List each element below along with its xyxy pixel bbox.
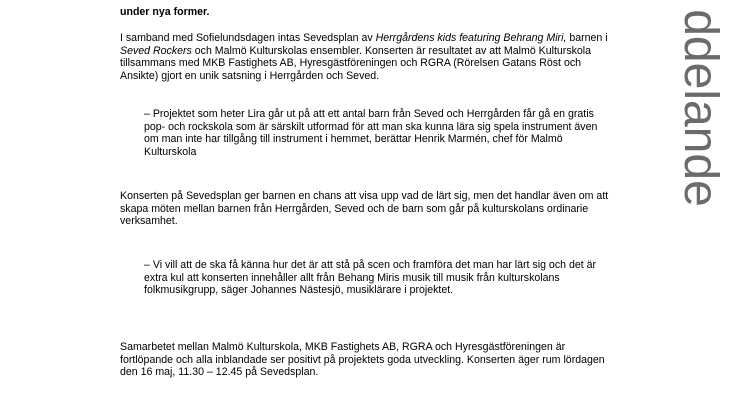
intro-italic-performers: Herrgårdens kids featuring Behrang Miri, [375,32,567,44]
intro-text-b: barnen i [566,32,608,44]
intro-text-a: I samband med Sofielundsdagen intas Sevedsplan av [120,32,376,44]
intro-text-c: och Malmö Kulturskolas ensembler. Konserten är resultatet av att Malmö Kulturskola tillsammans med MKB Fastighets AB, Hyresgästföreningen och RGRA (Rörelsen Gatans Röst och Ansikte) gjort en unik satsning i Herrgården och Seved. [120,44,592,82]
lead-line-2: under nya former. [120,5,210,17]
body-paragraph-concert: Konserten på Sevedsplan ger barnen en chans att visa upp vad de lärt sig, men det handlar även om att skapa möten mellan barnen från Herrgården, Seved och de barn som går på kulturskolans ordinarie verksamhet. [120,190,609,228]
intro-italic-band: Seved Rockers [120,44,192,57]
body-paragraph-intro [120,32,610,82]
quote-paragraph-nastesjo: – Vi vill att de ska få känna hur det är att stå på scen och framföra det man har lärt sig och det är extra kul att konserten innehåller allt från Behang Miris musik till musik från kulturskolans folkmusikgrupp, säger Johannes Nästesjö, musiklärare i projektet. [144,259,597,297]
side-vertical-label: ddelande [674,9,727,207]
quote-paragraph-marmen: – Projektet som heter Lira går ut på att ett antal barn från Seved och Herrgården får gå en gratis pop- och rockskola som är särskilt utformad för att man ska kunna lära sig spela instrument även om man inte har tillgång till instrument i hemmet, berättar Henrik Marmén, chef för Malmö Kulturskola [144,108,598,158]
body-paragraph-collaboration: Samarbetet mellan Malmö Kulturskola, MKB Fastighets AB, RGRA och Hyresgästföreningen är fortlöpande och alla inblandade ser positivt på projektets goda utveckling. Konserten äger rum lördagen den 16 maj, 11.30 – 12.45 på Sevedsplan. [120,341,605,379]
lead-paragraph [120,0,610,17]
press-release-body [120,0,610,379]
